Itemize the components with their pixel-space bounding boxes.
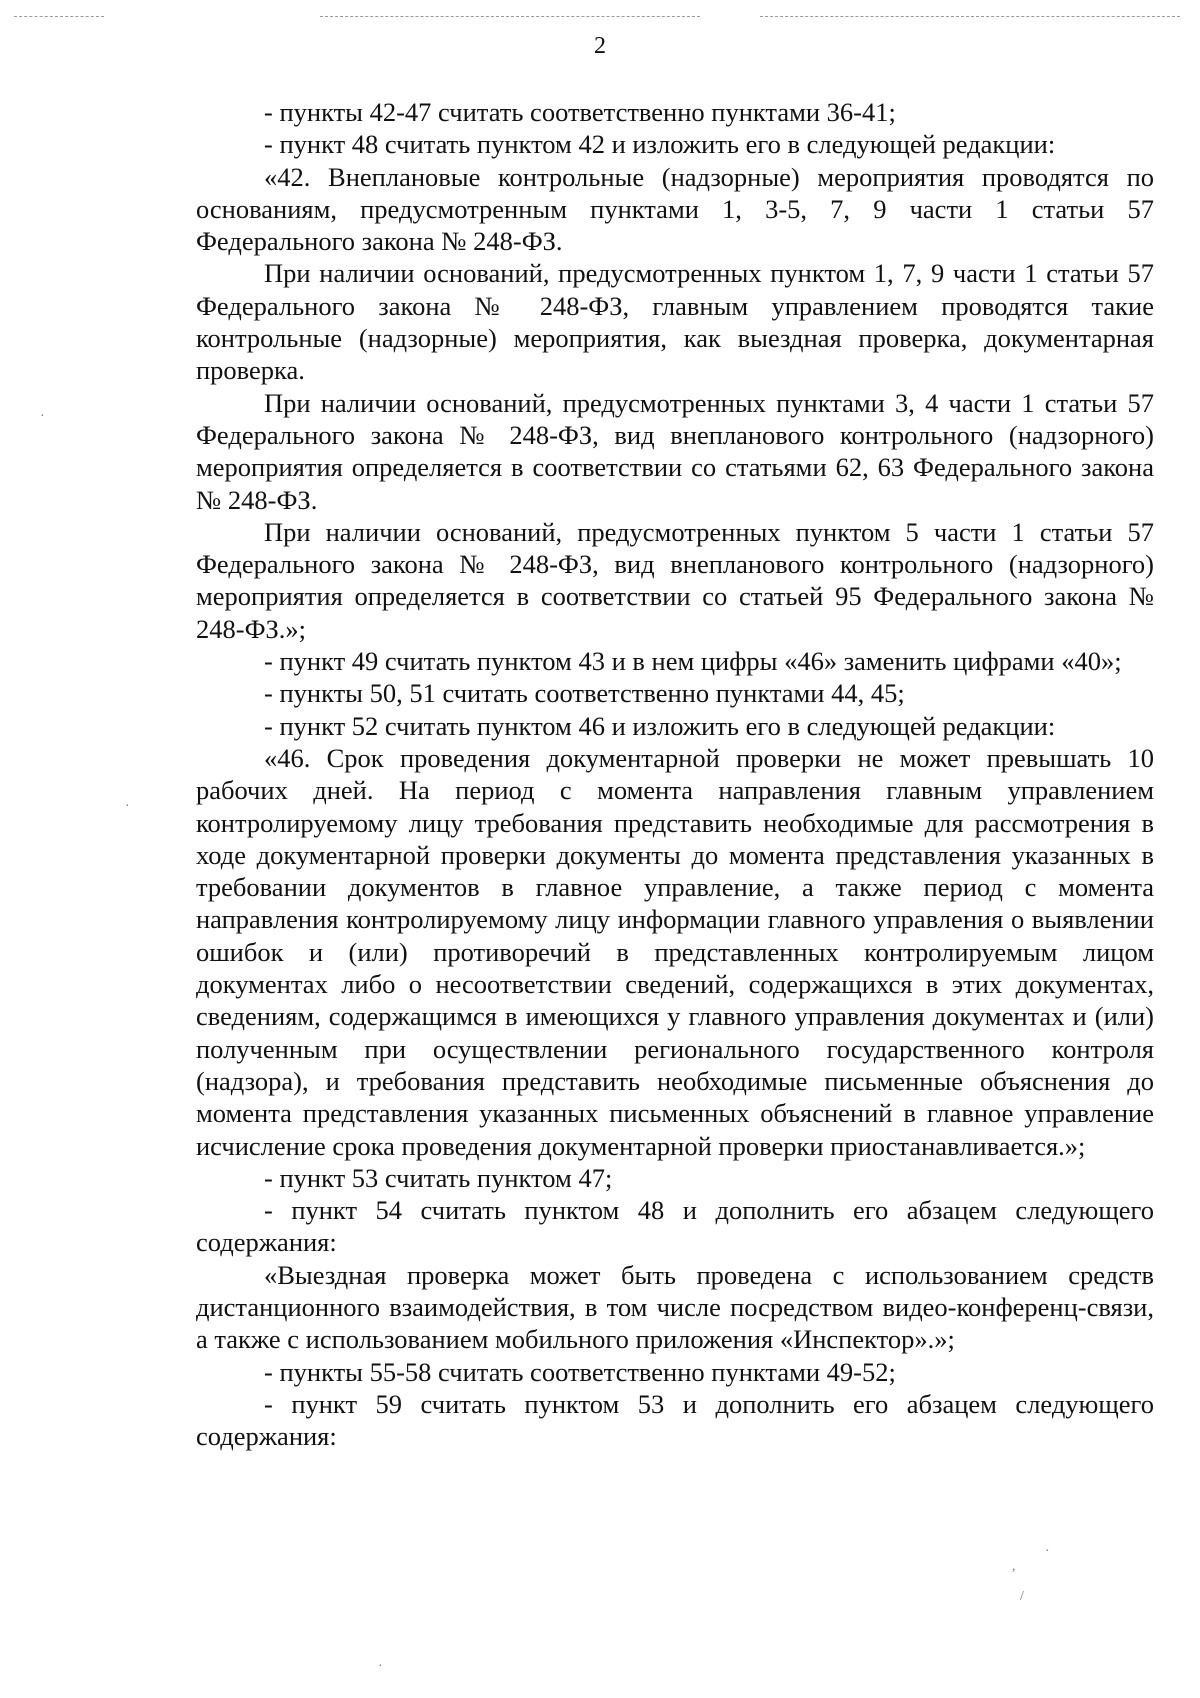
- quoted-paragraph: При наличии оснований, предусмотренных пунктом 5 части 1 статьи 57 Федерального закона № 248-ФЗ, вид внепланового контрольного (надзорного) мероприятия определяется в соответствии со статьей 95 Федерального закона № 248-ФЗ.»;: [196, 516, 1154, 644]
- amendment-item: - пункт 59 считать пунктом 53 и дополнить его абзацем следующего содержания:: [196, 1388, 1154, 1452]
- amendment-item: - пункты 50, 51 считать соответственно пунктами 44, 45;: [264, 678, 905, 709]
- scan-speck: ·: [125, 799, 130, 814]
- amendment-item: - пункты 55-58 считать соответственно пунктами 49-52;: [264, 1356, 896, 1387]
- scan-speck: ·: [40, 409, 45, 424]
- quoted-paragraph: При наличии оснований, предусмотренных пунктами 3, 4 части 1 статьи 57 Федерального закона № 248-ФЗ, вид внепланового контрольного (надзорного) мероприятия определяется в соответствии со статьями 62, 63 Федерального закона № 248-ФЗ.: [196, 387, 1154, 515]
- scan-speck: ·: [1045, 1544, 1050, 1559]
- scan-speck: /: [1020, 1589, 1024, 1604]
- quoted-paragraph: «Выездная проверка может быть проведена с использованием средств дистанционного взаимодействия, в том числе посредством видео-конференц-связи, а также с использованием мобильного приложения «Инспектор».»;: [196, 1259, 1154, 1355]
- quoted-paragraph: При наличии оснований, предусмотренных пунктом 1, 7, 9 части 1 статьи 57 Федерального закона № 248-ФЗ, главным управлением проводятся такие контрольные (надзорные) мероприятия, как выездная проверка, документарная проверка.: [196, 258, 1154, 386]
- quoted-paragraph: «42. Внеплановые контрольные (надзорные) мероприятия проводятся по основаниям, предусмотренным пунктами 1, 3-5, 7, 9 части 1 статьи 57 Федерального закона № 248-ФЗ.: [196, 161, 1154, 257]
- scan-artifact-line: [320, 16, 700, 17]
- scan-artifact-line: [760, 16, 1180, 17]
- amendment-item: - пункт 49 считать пунктом 43 и в нем цифры «46» заменить цифрами «40»;: [264, 646, 1122, 677]
- page-number: 2: [594, 33, 606, 59]
- amendment-item: - пункты 42-47 считать соответственно пунктами 36-41;: [264, 97, 896, 127]
- scan-artifact-line: [14, 16, 104, 17]
- amendment-item: - пункт 54 считать пунктом 48 и дополнить его абзацем следующего содержания:: [196, 1195, 1154, 1258]
- scan-speck: ·: [378, 1659, 383, 1674]
- amendment-item: - пункт 48 считать пунктом 42 и изложить его в следующей редакции:: [264, 129, 1056, 160]
- amendment-item: - пункт 52 считать пунктом 46 и изложить его в следующей редакции:: [264, 710, 1056, 741]
- scan-speck: ,: [1012, 1559, 1016, 1574]
- quoted-paragraph: «46. Срок проведения документарной проверки не может превышать 10 рабочих дней. На период с момента направления главным управлением контролируемому лицу требования представить необходимые для рассмотрения в ходе документарной проверки документы до момента представления указанных в требовании документов в главное управление, а также период с момента направления контролируемому лицу информации главного управления о выявлении ошибок и (или) противоречий в представленных контролируемым лицом документах либо о несоответствии сведений, содержащихся в этих документах, сведениям, содержащимся в имеющихся у главного управления документах и (или) полученным при осуществлении регионального государственного контроля (надзора), и требования представить необходимые письменные объяснения до момента представления указанных письменных объяснений в главное управление исчисление срока проведения документарной проверки приостанавливается.»;: [196, 742, 1154, 1161]
- amendment-item: - пункт 53 считать пунктом 47;: [264, 1162, 613, 1193]
- document-body: [196, 96, 1154, 1452]
